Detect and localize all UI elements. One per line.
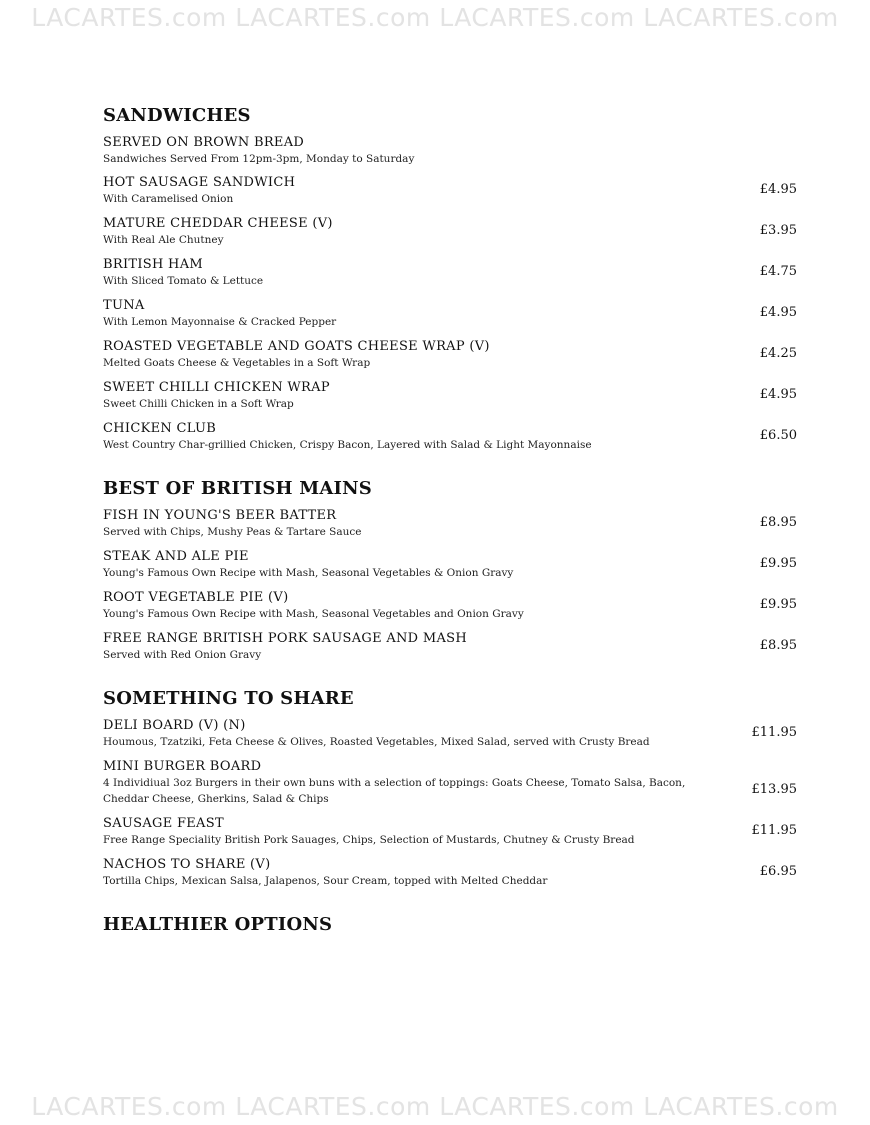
item-desc: Sweet Chilli Chicken in a Soft Wrap [103,398,294,410]
item-price: £9.95 [759,597,797,612]
item-name: MATURE CHEDDAR CHEESE (V) [103,216,333,231]
watermark-bottom: LACARTES.com LACARTES.com LACARTES.com LACARTES.com [31,1094,839,1119]
menu-item-mature-cheddar-cheese [103,216,797,248]
item-name: TUNA [103,298,145,313]
menu-item-british-ham [103,257,797,289]
item-price: £8.95 [759,638,797,653]
section-sandwiches [103,104,797,453]
menu-item-steak-and-ale-pie [103,549,797,581]
menu-item-sweet-chilli-chicken-wrap [103,380,797,412]
item-price: £8.95 [759,515,797,530]
menu-item-deli-board [103,718,797,750]
item-name: DELI BOARD (V) (N) [103,718,246,733]
item-desc: West Country Char-grillied Chicken, Crispy Bacon, Layered with Salad & Light Mayonnaise [103,439,592,451]
item-name: CHICKEN CLUB [103,421,217,436]
item-desc: Melted Goats Cheese & Vegetables in a Soft Wrap [103,357,371,369]
watermark-top: LACARTES.com LACARTES.com LACARTES.com LACARTES.com [31,5,839,30]
item-name: BRITISH HAM [103,257,203,272]
item-desc: With Lemon Mayonnaise & Cracked Pepper [103,316,337,328]
menu-item-mini-burger-board [103,759,797,807]
item-price: £11.95 [751,725,797,740]
menu-item-sausage-feast [103,816,797,848]
item-price: £13.95 [751,782,797,797]
menu-item-nachos-to-share [103,857,797,889]
menu-item-hot-sausage-sandwich [103,175,797,207]
section-title-share: SOMETHING TO SHARE [103,688,354,709]
item-price: £4.25 [759,346,797,361]
item-price: £4.95 [759,387,797,402]
item-name: SAUSAGE FEAST [103,816,224,831]
item-name: ROASTED VEGETABLE AND GOATS CHEESE WRAP (V) [103,339,490,354]
item-desc: Houmous, Tzatziki, Feta Cheese & Olives, Roasted Vegetables, Mixed Salad, served with Crusty Bread [103,736,650,748]
item-desc: Served with Chips, Mushy Peas & Tartare Sauce [103,526,362,538]
item-price: £11.95 [751,823,797,838]
item-price: £6.95 [759,864,797,879]
item-name: FISH IN YOUNG'S BEER BATTER [103,508,337,523]
menu-item-fish-in-beer-batter [103,508,797,540]
item-desc: Free Range Speciality British Pork Sauages, Chips, Selection of Mustards, Chutney & Crusty Bread [103,834,635,846]
item-price: £4.75 [759,264,797,279]
item-desc: Young's Famous Own Recipe with Mash, Seasonal Vegetables & Onion Gravy [103,567,514,579]
section-healthier [103,913,797,937]
item-desc: With Real Ale Chutney [103,234,224,246]
menu-page [103,104,797,961]
menu-item-pork-sausage-and-mash [103,631,797,663]
item-desc: 4 Individiual 3oz Burgers in their own buns with a selection of toppings: Goats Cheese, Tomato Salsa, Bacon, Cheddar Cheese, Gherkins, Salad & Chips [103,777,686,805]
section-title-healthier: HEALTHIER OPTIONS [103,914,333,935]
section-mains [103,477,797,663]
item-name: STEAK AND ALE PIE [103,549,249,564]
item-name: SWEET CHILLI CHICKEN WRAP [103,380,330,395]
item-price: £4.95 [759,182,797,197]
item-desc: With Sliced Tomato & Lettuce [103,275,264,287]
menu-item-chicken-club [103,421,797,453]
item-name: MINI BURGER BOARD [103,759,262,774]
item-name: HOT SAUSAGE SANDWICH [103,175,296,190]
menu-item-root-vegetable-pie [103,590,797,622]
sandwiches-intro [103,135,797,167]
item-desc: Tortilla Chips, Mexican Salsa, Jalapenos, Sour Cream, topped with Melted Cheddar [103,875,548,887]
item-name: FREE RANGE BRITISH PORK SAUSAGE AND MASH [103,631,467,646]
item-desc: With Caramelised Onion [103,193,234,205]
section-title-sandwiches: SANDWICHES [103,105,251,126]
item-price: £6.50 [759,428,797,443]
item-price: £9.95 [759,556,797,571]
item-name: ROOT VEGETABLE PIE (V) [103,590,289,605]
menu-item-roasted-vegetable-wrap [103,339,797,371]
intro-name: SERVED ON BROWN BREAD [103,135,305,150]
item-desc: Young's Famous Own Recipe with Mash, Seasonal Vegetables and Onion Gravy [103,608,524,620]
section-title-mains: BEST OF BRITISH MAINS [103,478,372,499]
item-price: £3.95 [759,223,797,238]
item-price: £4.95 [759,305,797,320]
item-name: NACHOS TO SHARE (V) [103,857,271,872]
intro-desc: Sandwiches Served From 12pm-3pm, Monday to Saturday [103,153,415,165]
section-share [103,687,797,889]
menu-item-tuna [103,298,797,330]
item-desc: Served with Red Onion Gravy [103,649,262,661]
